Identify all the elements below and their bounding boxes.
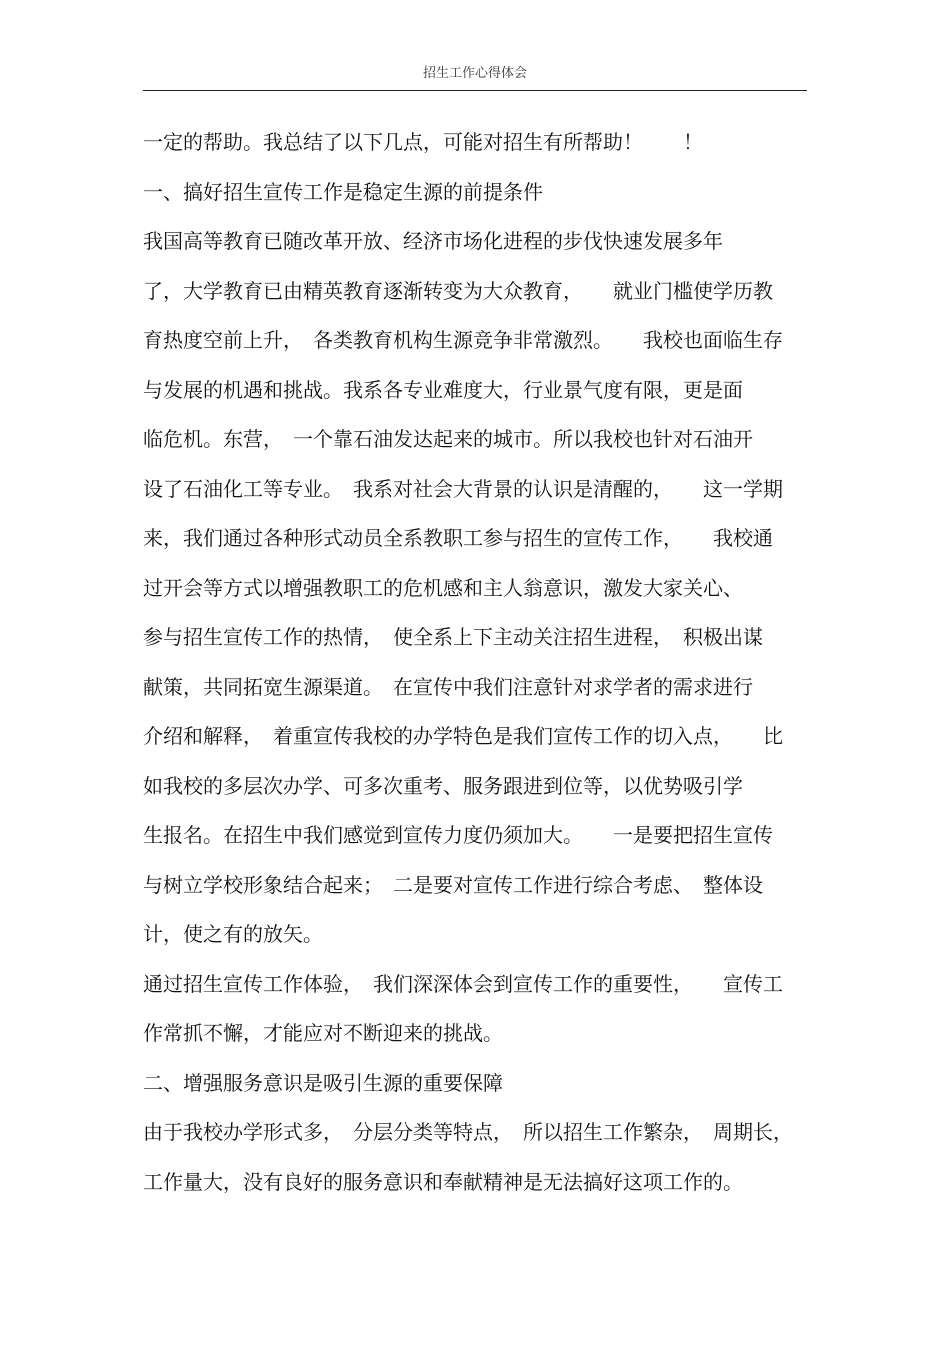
body-line: 来，我们通过各种形式动员全系教职工参与招生的宣传工作， 我校通 bbox=[143, 526, 773, 550]
body-line: 计，使之有的放矢。 bbox=[143, 922, 323, 946]
body-line: 设了石油化工等专业。 我系对社会大背景的认识是清醒的， 这一学期 bbox=[143, 476, 783, 501]
page-header-title: 招生工作心得体会 bbox=[422, 66, 527, 81]
body-line: 献策，共同拓宽生源渠道。 在宣传中我们注意针对求学者的需求进行 bbox=[143, 674, 753, 699]
body-line: 由于我校办学形式多， 分层分类等特点， 所以招生工作繁杂， 周期长， bbox=[143, 1120, 793, 1144]
body-line: 过开会等方式以增强教职工的危机感和主人翁意识，激发大家关心、 bbox=[143, 575, 743, 600]
section-heading-2: 二、增强服务意识是吸引生源的重要保障 bbox=[143, 1070, 503, 1095]
body-line: 生报名。在招生中我们感觉到宣传力度仍须加大。 一是要把招生宣传 bbox=[143, 823, 773, 847]
body-line: 介绍和解释， 着重宣传我校的办学特色是我们宣传工作的切入点， 比 bbox=[143, 724, 783, 748]
body-line: 作常抓不懈，才能应对不断迎来的挑战。 bbox=[143, 1021, 503, 1045]
document-body bbox=[143, 118, 807, 1207]
body-line: 通过招生宣传工作体验， 我们深深体会到宣传工作的重要性， 宣传工 bbox=[143, 971, 783, 996]
body-line: 工作量大，没有良好的服务意识和奉献精神是无法搞好这项工作的。 bbox=[143, 1169, 743, 1194]
header-divider bbox=[143, 90, 807, 91]
body-line: 临危机。东营， 一个靠石油发达起来的城市。所以我校也针对石油开 bbox=[143, 427, 753, 451]
body-line: 与树立学校形象结合起来； 二是要对宣传工作进行综合考虑、 整体设 bbox=[143, 872, 763, 897]
body-line: 参与招生宣传工作的热情， 使全系上下主动关注招生进程， 积极出谋 bbox=[143, 625, 763, 649]
body-line: 如我校的多层次办学、可多次重考、服务跟进到位等，以优势吸引学 bbox=[143, 773, 743, 798]
body-line: 我国高等教育已随改革开放、经济市场化进程的步伐快速发展多年 bbox=[143, 229, 723, 253]
body-line: 育热度空前上升， 各类教育机构生源竞争非常激烈。 我校也面临生存 bbox=[143, 328, 783, 352]
body-line: 一定的帮助。我总结了以下几点，可能对招生有所帮助！ ！ bbox=[143, 130, 703, 154]
body-line: 了，大学教育已由精英教育逐渐转变为大众教育， 就业门槛使学历教 bbox=[143, 278, 773, 303]
body-line: 与发展的机遇和挑战。我系各专业难度大，行业景气度有限，更是面 bbox=[143, 377, 743, 402]
section-heading-1: 一、搞好招生宣传工作是稳定生源的前提条件 bbox=[143, 179, 543, 204]
